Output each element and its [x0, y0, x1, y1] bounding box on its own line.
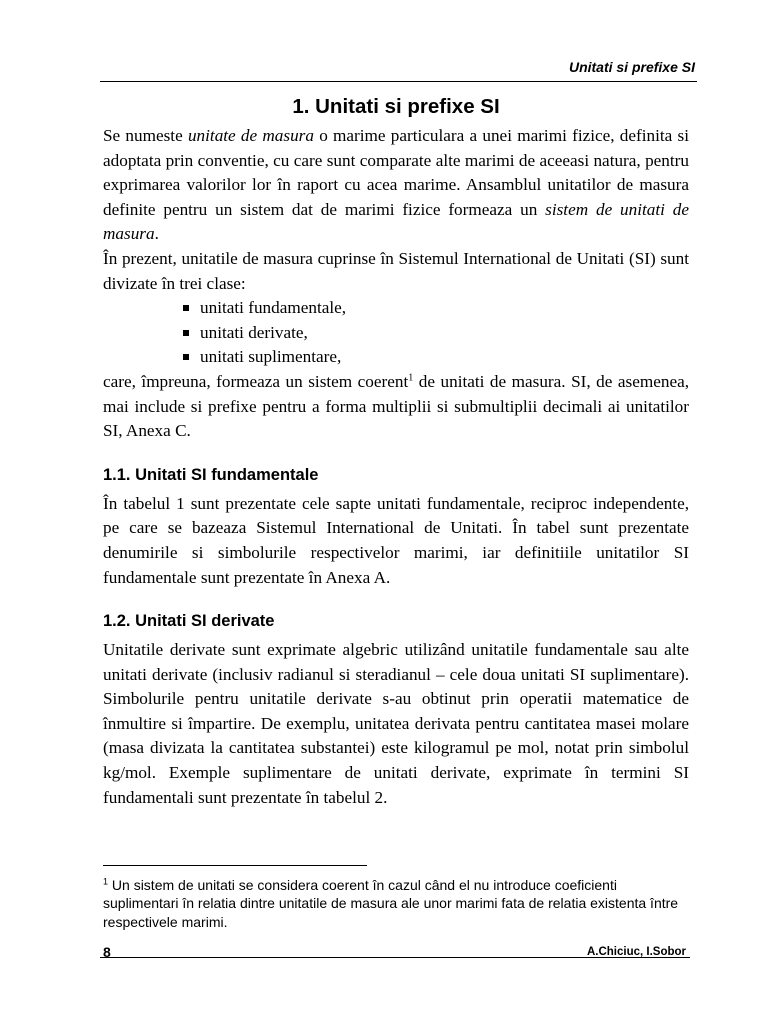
- classes-paragraph: În prezent, unitatile de masura cuprinse în Sistemul International de Unitati (SI) sunt divizate în trei clase:: [103, 248, 689, 293]
- list-item: [183, 296, 689, 321]
- classes-list: [103, 296, 689, 370]
- coherent-text-start: care, împreuna, formeaza un sistem coerent: [103, 371, 409, 391]
- footnote-text: Un sistem de unitati se considera coerent în cazul când el nu introduce coeficienti suplimentari în relatia dintre unitatile de masura ale unor marimi fata de relatia existenta între respectivele marimi.: [103, 877, 679, 930]
- footnote-marker: 1: [103, 876, 109, 887]
- footnote-separator: [103, 865, 367, 866]
- intro-text-end: .: [154, 224, 159, 244]
- list-item: [183, 321, 689, 346]
- header-rule: [100, 81, 697, 82]
- running-header: Unitati si prefixe SI: [568, 59, 695, 75]
- section-heading-fundamental: 1.1. Unitati SI fundamentale: [103, 465, 319, 484]
- footer-rule: [100, 957, 690, 958]
- list-item-label: unitati fundamentale,: [200, 298, 347, 318]
- coherent-system-paragraph: [103, 370, 689, 444]
- section-text-derived: Unitatile derivate sunt exprimate algebric utilizând unitatile fundamentale sau alte unitati derivate (inclusiv radianul si steradianul – cele doua unitati SI suplimentare). Simbolurile pentru unitatile derivate s-au obtinut prin operatii matematice de înmultire si împartire. De exemplu, unitatea derivata pentru cantitatea masei molare (masa divizata la cantitatea substantei) este kilogramul pe mol, notat prin simbolul kg/mol. Exemple suplimentare de unitati derivate, exprimate în termini SI fundamentali sunt prezentate în tabelul 2.: [103, 640, 689, 807]
- intro-text-middle: o marime particulara a unei marimi fizice, definita si adoptata prin conventie, cu care sunt comparate alte marimi de aceeasi natura, pentru exprimarea valorilor lor în raport cu acea marime. Ansamblul unitatilor de masura definite pentru un sistem dat de marimi fizice formeaza un: [103, 126, 689, 219]
- page-content: [103, 94, 689, 810]
- section-heading-derived: 1.2. Unitati SI derivate: [103, 612, 275, 631]
- intro-paragraph: [103, 124, 689, 247]
- section-text-fundamental: În tabelul 1 sunt prezentate cele sapte unitati fundamentale, reciproc independente, pe care se bazeaza Sistemul International de Unitati. În tabel sunt prezentate denumirile si simbolurile respectivelor marimi, iar definitiile unitatilor SI fundamentale sunt prezentate în Anexa A.: [103, 493, 689, 587]
- bullet-square-icon: [183, 354, 189, 360]
- list-item: [183, 345, 689, 370]
- coherent-text-end: de unitati de masura. SI, de asemenea, mai include si prefixe pentru a forma multiplii si submultiplii decimali ai unitatilor SI, Anexa C.: [103, 371, 689, 441]
- term-sistem-de-unitati: sistem de unitati de masura: [103, 199, 690, 244]
- term-unitate-de-masura: unitate de masura: [187, 126, 314, 145]
- footnote-reference[interactable]: 1: [408, 372, 414, 384]
- footnote: [103, 876, 693, 931]
- bullet-square-icon: [183, 305, 189, 311]
- intro-text-start: Se numeste: [103, 126, 188, 145]
- bullet-square-icon: [183, 330, 189, 336]
- list-item-label: unitati suplimentare,: [200, 347, 342, 367]
- footer-authors: A.Chiciuc, I.Sobor: [586, 946, 686, 958]
- page-title: 1. Unitati si prefixe SI: [292, 95, 500, 118]
- page-number: 8: [103, 944, 111, 960]
- list-item-label: unitati derivate,: [200, 322, 308, 342]
